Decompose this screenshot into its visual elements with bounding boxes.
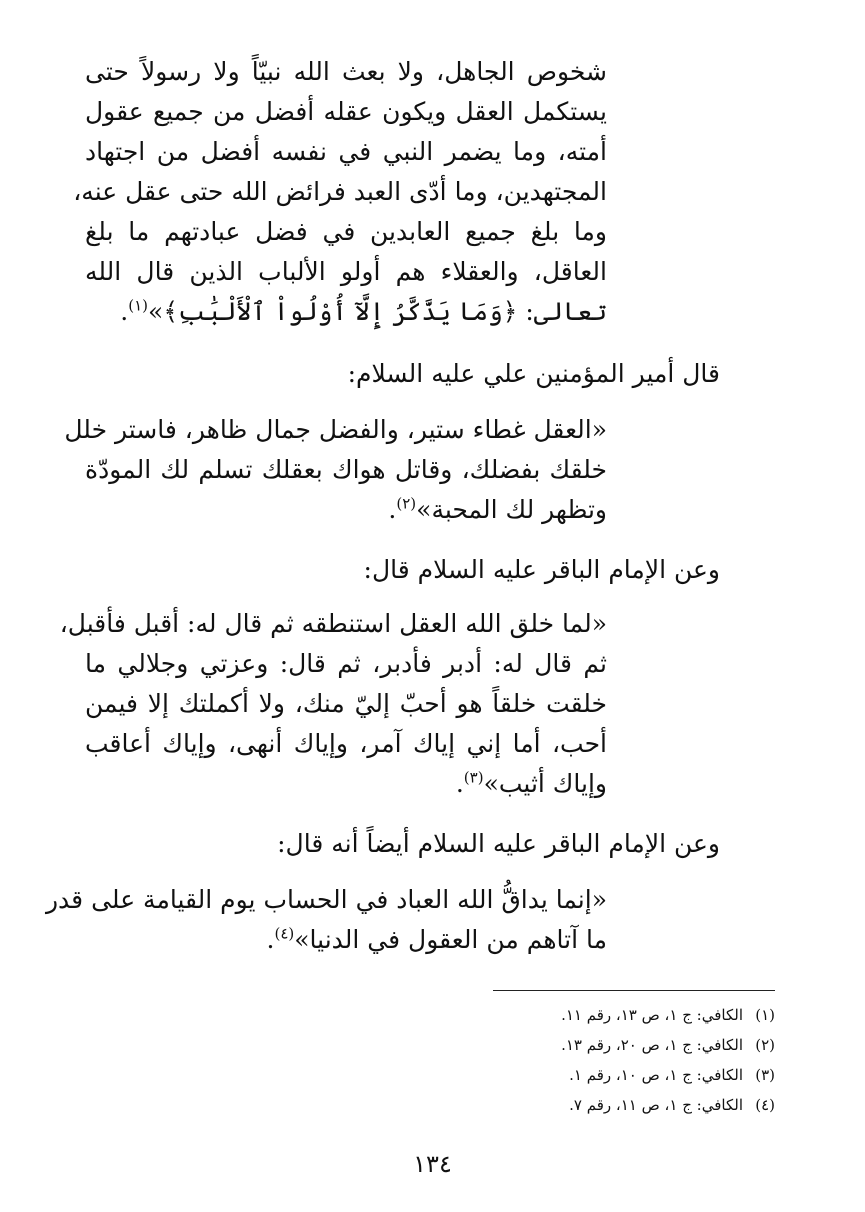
- period: .: [266, 925, 275, 954]
- footnote-text: الكافي: ج ١، ص ٢٠، رقم ١٣.: [561, 1036, 743, 1054]
- page-number: ١٣٤: [413, 1150, 452, 1178]
- paragraph-last-line: [85, 764, 607, 804]
- quote-text: وتظهر لك المحبة»: [416, 495, 607, 524]
- footnote-ref: (٢): [396, 494, 417, 513]
- footnote-number: (٤): [755, 1096, 775, 1114]
- footnote-number: (١): [755, 1006, 775, 1024]
- footnote-text: الكافي: ج ١، ص ١٣، رقم ١١.: [561, 1006, 743, 1024]
- paragraph-3: [59, 604, 607, 804]
- section-heading-3: [80, 824, 720, 864]
- heading-text: قال أمير المؤمنين علي عليه السلام:: [347, 359, 720, 388]
- footnote-text: الكافي: ج ١، ص ١١، رقم ٧.: [569, 1096, 743, 1114]
- paragraph-line: خلقت خلقاً هو أحبّ إليّ منك، ولا أكملتك إلا فيمن: [85, 689, 607, 718]
- period: .: [388, 495, 397, 524]
- footnote-number: (٢): [755, 1036, 775, 1054]
- quote-text: وإياك أثيب»: [483, 769, 607, 798]
- paragraph-line: أحب، أما إني إياك آمر، وإياك أنهى، وإياك أعاقب: [85, 729, 607, 758]
- period: .: [120, 297, 129, 326]
- footnote: [445, 1000, 775, 1030]
- footnote: [445, 1060, 775, 1090]
- footnote: [445, 1030, 775, 1060]
- footnote: [445, 1090, 775, 1120]
- paragraph-line: شخوص الجاهل، ولا بعث الله نبيّاً ولا رسولاً حتى: [85, 57, 607, 86]
- heading-text: وعن الإمام الباقر عليه السلام أيضاً أنه قال:: [277, 829, 720, 858]
- paragraph-line: يستكمل العقل ويكون عقله أفضل من جميع عقول: [85, 97, 607, 126]
- paragraph-last-line: [85, 292, 607, 332]
- paragraph-last-line: [85, 490, 607, 530]
- footnote-ref: (١): [128, 296, 149, 315]
- footnote-divider: [493, 990, 775, 991]
- paragraph-line: العاقل، والعقلاء هم أولو الألباب الذين قال الله: [85, 257, 607, 286]
- paragraph-line: وما بلغ جميع العابدين في فضل عبادتهم ما بلغ: [85, 217, 607, 246]
- paragraph-line: خلقك بفضلك، وقاتل هواك بعقلك تسلم لك المودّة: [85, 455, 607, 484]
- footnote-text: الكافي: ج ١، ص ١٠، رقم ١.: [569, 1066, 743, 1084]
- paragraph-2: [64, 410, 607, 530]
- heading-text: وعن الإمام الباقر عليه السلام قال:: [363, 555, 720, 584]
- quote-text: ما آتاهم من العقول في الدنيا»: [294, 925, 607, 954]
- footnote-number: (٣): [755, 1066, 775, 1084]
- footnote-ref: (٤): [274, 924, 295, 943]
- paragraph-last-line: [85, 920, 607, 960]
- paragraph-4: [45, 880, 607, 960]
- paragraph-line: «لما خلق الله العقل استنطقه ثم قال له: أقبل فأقبل،: [59, 609, 607, 638]
- section-heading-2: [80, 550, 720, 590]
- quran-verse-text: تعالى: ﴿وَمَا يَذَّكَّرُ إِلَّآ أُوْلُواْ ٱلْأَلْبَٰبِ﴾»: [148, 297, 607, 326]
- section-heading-1: [80, 354, 720, 394]
- paragraph-line: «العقل غطاء ستير، والفضل جمال ظاهر، فاستر خلل: [64, 415, 607, 444]
- paragraph-line: أمته، وما يضمر النبي في نفسه أفضل من اجتهاد: [85, 137, 607, 166]
- paragraph-line: ثم قال له: أدبر فأدبر، ثم قال: وعزتي وجلالي ما: [85, 649, 607, 678]
- paragraph-line: المجتهدين، وما أدّى العبد فرائض الله حتى عقل عنه،: [73, 177, 607, 206]
- period: .: [455, 769, 464, 798]
- footnotes: [445, 1000, 775, 1120]
- paragraph-line: «إنما يداقُّ الله العباد في الحساب يوم القيامة على قدر: [45, 885, 607, 914]
- footnote-ref: (٣): [463, 768, 484, 787]
- paragraph-1: [73, 52, 607, 332]
